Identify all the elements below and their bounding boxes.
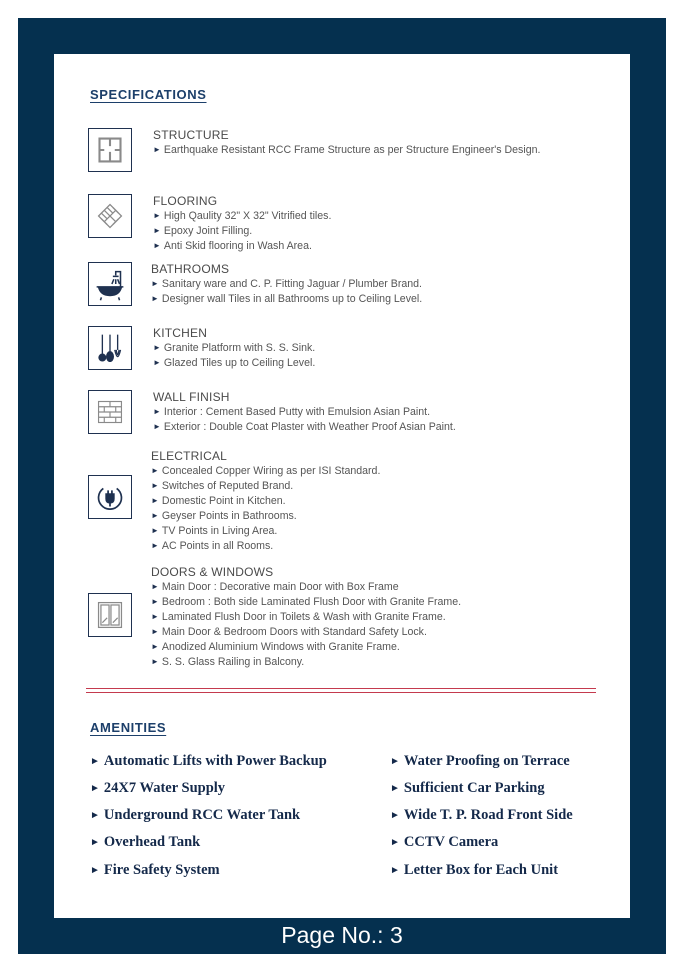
spec-title: DOORS & WINDOWS bbox=[151, 565, 274, 579]
spec-item: ► Domestic Point in Kitchen. bbox=[151, 495, 286, 507]
spec-item: ► Geyser Points in Bathrooms. bbox=[151, 510, 297, 522]
amenity-item: ► Letter Box for Each Unit bbox=[390, 862, 559, 878]
amenities-heading: AMENITIES bbox=[90, 720, 167, 735]
amenity-item: ► Overhead Tank bbox=[90, 834, 201, 850]
spec-item: ► High Qaulity 32" X 32" Vitrified tiles. bbox=[153, 210, 332, 222]
spec-item: ► Granite Platform with S. S. Sink. bbox=[153, 342, 316, 354]
spec-title: STRUCTURE bbox=[153, 128, 229, 142]
spec-title: FLOORING bbox=[153, 194, 218, 208]
spec-item: ► S. S. Glass Railing in Balcony. bbox=[151, 656, 305, 668]
spec-item: ► Designer wall Tiles in all Bathrooms up to Ceiling Level. bbox=[151, 293, 423, 305]
amenity-item: ► Water Proofing on Terrace bbox=[390, 753, 570, 769]
spec-title: BATHROOMS bbox=[151, 262, 230, 276]
spec-item: ► Epoxy Joint Filling. bbox=[153, 225, 253, 237]
spec-item: ► Sanitary ware and C. P. Fitting Jaguar / Plumber Brand. bbox=[151, 278, 422, 290]
spec-title: ELECTRICAL bbox=[151, 449, 228, 463]
section-divider-bottom bbox=[86, 692, 596, 693]
brick-wall-icon bbox=[88, 390, 132, 434]
spec-item: ► Anti Skid flooring in Wash Area. bbox=[153, 240, 312, 252]
spec-item: ► Glazed Tiles up to Ceiling Level. bbox=[153, 357, 316, 369]
spec-title: WALL FINISH bbox=[153, 390, 230, 404]
spec-item: ► Interior : Cement Based Putty with Emulsion Asian Paint. bbox=[153, 406, 431, 418]
spec-item: ► Laminated Flush Door in Toilets & Wash with Granite Frame. bbox=[151, 611, 446, 623]
spec-item: ► Anodized Aluminium Windows with Granite Frame. bbox=[151, 641, 400, 653]
page-sheet bbox=[54, 54, 630, 918]
tiles-icon bbox=[88, 194, 132, 238]
spec-item: ► Exterior : Double Coat Plaster with Weather Proof Asian Paint. bbox=[153, 421, 456, 433]
spec-title: KITCHEN bbox=[153, 326, 208, 340]
spec-item: ► Main Door : Decorative main Door with Box Frame bbox=[151, 581, 399, 593]
amenity-item: ► Fire Safety System bbox=[90, 862, 220, 878]
specifications-heading: SPECIFICATIONS bbox=[90, 87, 207, 102]
kitchen-utensils-icon bbox=[88, 326, 132, 370]
window-icon bbox=[88, 593, 132, 637]
amenity-item: ► Wide T. P. Road Front Side bbox=[390, 807, 573, 823]
power-plug-icon bbox=[88, 475, 132, 519]
amenity-item: ► Sufficient Car Parking bbox=[390, 780, 545, 796]
amenity-item: ► CCTV Camera bbox=[390, 834, 499, 850]
bathtub-icon bbox=[88, 262, 132, 306]
floor-plan-icon bbox=[88, 128, 132, 172]
amenity-item: ► Underground RCC Water Tank bbox=[90, 807, 301, 823]
section-divider-top bbox=[86, 688, 596, 689]
spec-item: ► Switches of Reputed Brand. bbox=[151, 480, 294, 492]
spec-item: ► Earthquake Resistant RCC Frame Structure as per Structure Engineer's Design. bbox=[153, 144, 541, 156]
spec-item: ► AC Points in all Rooms. bbox=[151, 540, 274, 552]
amenity-item: ► 24X7 Water Supply bbox=[90, 780, 226, 796]
page-number: Page No.: 3 bbox=[281, 922, 403, 948]
amenity-item: ► Automatic Lifts with Power Backup bbox=[90, 753, 327, 769]
spec-item: ► Bedroom : Both side Laminated Flush Door with Granite Frame. bbox=[151, 596, 462, 608]
spec-item: ► Concealed Copper Wiring as per ISI Standard. bbox=[151, 465, 381, 477]
spec-item: ► TV Points in Living Area. bbox=[151, 525, 278, 537]
spec-item: ► Main Door & Bedroom Doors with Standard Safety Lock. bbox=[151, 626, 427, 638]
